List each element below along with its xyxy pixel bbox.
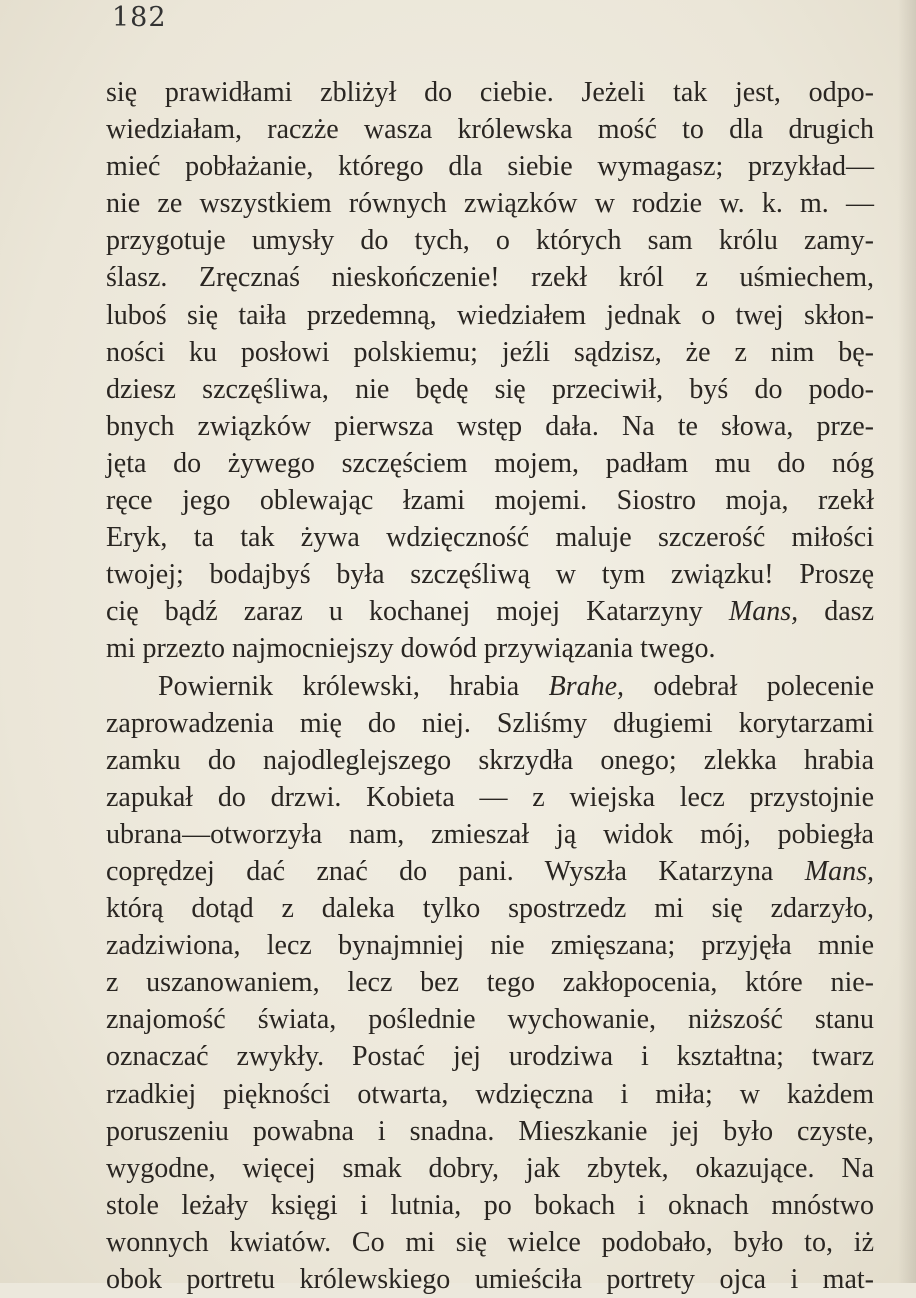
text-segment: luboś się taiła przedemną, wiedziałem jednak o twej skłon- [106,299,874,331]
text-line [106,556,874,593]
text-line [106,593,874,630]
text-segment: Eryk, ta tak żywa wdzięczność maluje szczerość miłości [106,522,874,554]
text-line [106,408,874,445]
text-segment: coprędzej dać znać do pani. Wyszła Katarzyna [106,855,805,887]
text-segment: przygotuje umysły do tych, o których sam królu zamy- [106,225,874,257]
text-segment: zamku do najodleglejszego skrzydła onego; zlekka hrabia [106,744,874,776]
text-segment: twojej; bodajbyś była szczęśliwą w tym związku! Proszę [106,559,874,591]
text-line [106,890,874,927]
text-segment: Powiernik królewski, hrabia [158,670,549,702]
text-segment: odebrał polecenie [624,670,874,702]
text-line [106,334,874,371]
text-segment: cię bądź zaraz u kochanej mojej Katarzyny [106,596,729,628]
text-segment: z uszanowaniem, lecz bez tego zakłopocenia, które nie- [106,967,874,999]
text-segment: rzadkiej piękności otwarta, wdzięczna i miła; w każdem [106,1078,874,1110]
text-line [106,964,874,1001]
text-line [106,1001,874,1038]
text-line [106,445,874,482]
text-line [106,74,874,111]
text-line [106,519,874,556]
text-line [106,1187,874,1224]
page-number: 182 [112,2,167,33]
text-line [106,259,874,296]
text-line [106,1076,874,1113]
text-segment: jęta do żywego szczęściem mojem, padłam mu do nóg [106,447,874,479]
text-segment: mi przezto najmocniejszy dowód przywiązania twego. [106,633,716,665]
text-segment: bnych związków pierwsza wstęp dała. Na te słowa, prze- [106,410,874,442]
text-line [106,927,874,964]
text-line [106,148,874,185]
italic-name: Mans, [728,596,799,628]
text-line [106,1113,874,1150]
text-line [106,779,874,816]
text-segment: oznaczać zwykły. Postać jej urodziwa i kształtna; twarz [106,1041,874,1073]
text-line [106,222,874,259]
body-text [106,74,874,1298]
italic-name: Mans, [804,855,874,887]
text-segment: ności ku posłowi polskiemu; jeźli sądzisz, że z nim bę- [106,336,874,368]
text-segment: zaprowadzenia mię do niej. Szliśmy długiemi korytarzami [106,707,874,739]
text-segment: obok portretu królewskiego umieściła portrety ojca i mat- [106,1264,874,1295]
text-segment: poruszeniu powabna i snadna. Mieszkanie jej było czyste, [106,1115,874,1147]
text-segment: wygodne, więcej smak dobry, jak zbytek, okazujące. Na [106,1152,874,1184]
text-segment: znajomość świata, poślednie wychowanie, niższość stanu [106,1004,874,1036]
text-line [106,853,874,890]
text-line [106,1038,874,1075]
text-line [106,297,874,334]
text-segment: nie ze wszystkiem równych związków w rodzie w. k. m. — [106,188,874,220]
text-line [106,630,874,667]
text-line [106,371,874,408]
text-line [106,742,874,779]
text-segment: zadziwiona, lecz bynajmniej nie zmięszana; przyjęła mnie [106,930,874,962]
text-line [106,668,874,705]
text-line [106,482,874,519]
text-segment: dziesz szczęśliwa, nie będę się przeciwił, byś do podo- [106,373,874,405]
page-edge-shadow [898,0,916,1283]
text-line [106,705,874,742]
text-segment: zapukał do drzwi. Kobieta — z wiejska lecz przystojnie [106,781,874,813]
text-segment: ślasz. Zręcznaś nieskończenie! rzekł król z uśmiechem, [106,262,874,294]
text-segment: stole leżały księgi i lutnia, po bokach i oknach mnóstwo [106,1189,874,1221]
text-segment: mieć pobłażanie, którego dla siebie wymagasz; przykład— [106,151,874,183]
italic-name: Brahe, [548,670,625,702]
text-segment: wonnych kwiatów. Co mi się wielce podobało, było to, iż [106,1226,874,1258]
text-segment: ręce jego oblewając łzami mojemi. Siostro moja, rzekł [106,485,874,517]
text-segment: którą dotąd z daleka tylko spostrzedz mi się zdarzyło, [106,893,874,925]
text-segment: się prawidłami zbliżył do ciebie. Jeżeli tak jest, odpo- [106,77,874,108]
text-line [106,111,874,148]
text-segment: wiedziałam, raczże wasza królewska mość to dla drugich [106,114,874,146]
text-line [106,185,874,222]
text-line [106,1261,874,1298]
text-line [106,816,874,853]
text-segment: ubrana—otworzyła nam, zmieszał ją widok mój, pobiegła [106,818,874,850]
text-line [106,1224,874,1261]
text-segment: dasz [798,596,874,628]
text-line [106,1150,874,1187]
